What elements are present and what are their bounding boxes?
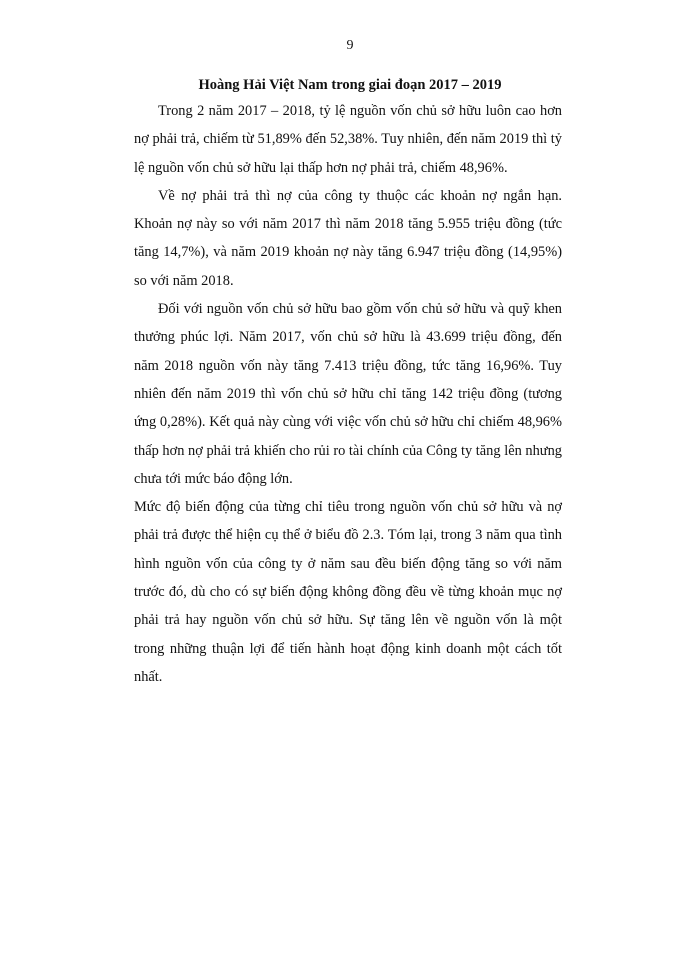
- body-text: [134, 97, 562, 691]
- paragraph-owner-equity: Đối với nguồn vốn chủ sở hữu bao gồm vốn chủ sở hữu và quỹ khen thưởng phúc lợi. Năm 2017, vốn chủ sở hữu là 43.699 triệu đồng, đến năm 2018 nguồn vốn này tăng 7.413 triệu đồng, tức tăng 16,96%. Tuy nhiên đến năm 2019 thì vốn chủ sở hữu chỉ tăng 142 triệu đồng (tương ứng 0,28%). Kết quả này cùng với việc vốn chủ sở hữu chỉ chiếm 48,96% thấp hơn nợ phải trả khiến cho rủi ro tài chính của Công ty tăng lên nhưng chưa tới mức báo động lớn.: [134, 301, 562, 487]
- section-heading: Hoàng Hải Việt Nam trong giai đoạn 2017 – 2019: [198, 77, 502, 93]
- paragraph-summary: Mức độ biến động của từng chỉ tiêu trong nguồn vốn chủ sở hữu và nợ phải trả được thể hiện cụ thể ở biểu đồ 2.3. Tóm lại, trong 3 năm qua tình hình nguồn vốn của công ty ở năm sau đều biến động tăng so với năm trước đó, dù cho có sự biến động không đồng đều về từng khoản mục nợ phải trả hay nguồn vốn chủ sở hữu. Sự tăng lên về nguồn vốn là một trong những thuận lợi để tiến hành hoạt động kinh doanh một cách tốt nhất.: [134, 499, 562, 685]
- paragraph-equity-ratio: Trong 2 năm 2017 – 2018, tỷ lệ nguồn vốn chủ sở hữu luôn cao hơn nợ phải trả, chiếm từ 51,89% đến 52,38%. Tuy nhiên, đến năm 2019 thì tỷ lệ nguồn vốn chủ sở hữu lại thấp hơn nợ phải trả, chiếm 48,96%.: [134, 103, 562, 176]
- paragraph-liabilities: Về nợ phải trả thì nợ của công ty thuộc các khoản nợ ngắn hạn. Khoản nợ này so với năm 2017 thì năm 2018 tăng 5.955 triệu đồng (tức tăng 14,7%), và năm 2019 khoản nợ này tăng 6.947 triệu đồng (14,95%) so với năm 2018.: [134, 187, 562, 289]
- page-number: 9: [346, 38, 354, 53]
